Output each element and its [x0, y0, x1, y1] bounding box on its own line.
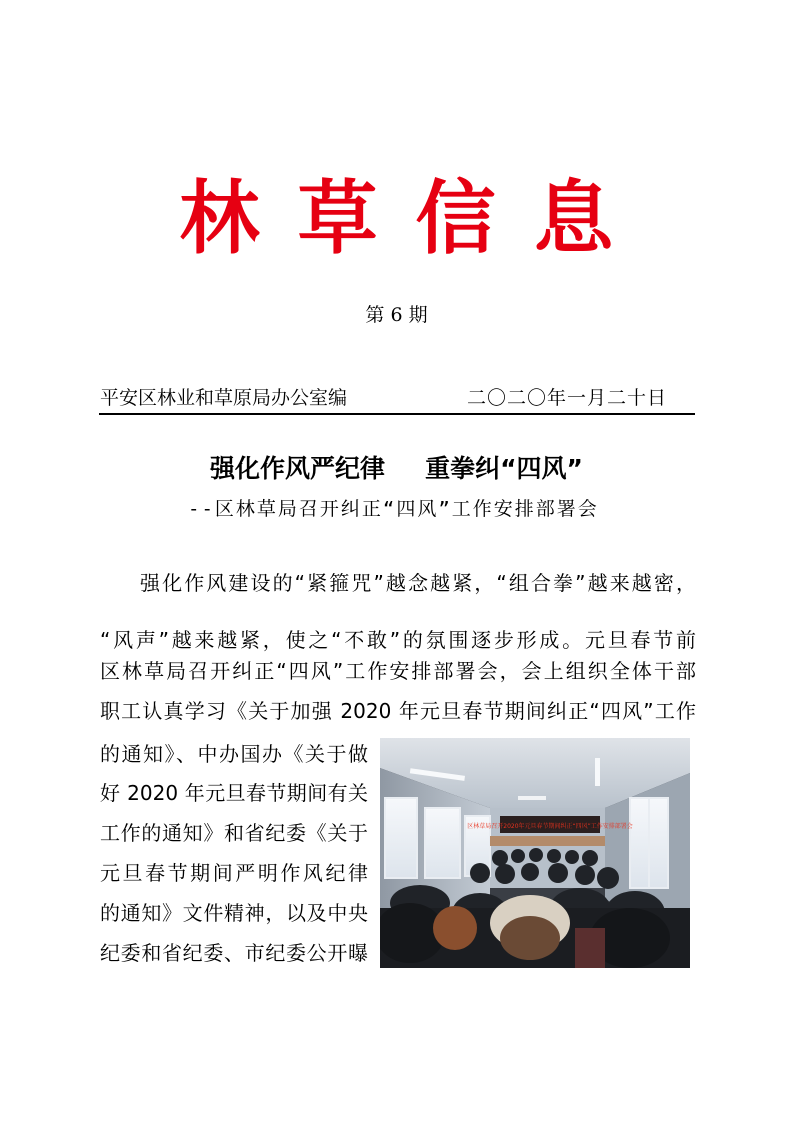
header-rule [99, 413, 695, 415]
body-line: 职工认真学习《关于加强 2020 年元旦春节期间纠正“四风”工作 [100, 699, 696, 723]
body-line: “风声”越来越紧，使之“不敢”的氛围逐步形成。元旦春节前 [100, 628, 696, 652]
body-line: 区林草局召开纠正“四风”工作安排部署会，会上组织全体干部 [100, 659, 696, 683]
body-line: 工作的通知》和省纪委《关于 [100, 821, 368, 845]
issue-date: 二〇二〇年一月二十日 [466, 387, 667, 409]
masthead-title: 林草信息 [179, 171, 652, 265]
headline-part-2: 重拳纠“四风” [425, 454, 583, 483]
editor-org: 平安区林业和草原局办公室编 [100, 387, 348, 409]
body-line: 纪委和省纪委、市纪委公开曝 [100, 941, 368, 965]
photo-banner-text: 区林草局召开2020年元旦春节期间纠正“四风”工作安排部署会 [467, 823, 633, 830]
article-headline [0, 449, 793, 485]
body-line: 的通知》文件精神，以及中央 [100, 901, 368, 925]
body-line: 强化作风建设的“紧箍咒”越念越紧，“组合拳”越来越密， [140, 571, 696, 595]
meeting-photo [380, 738, 690, 968]
article-subtitle: --区林草局召开纠正“四风”工作安排部署会 [188, 498, 599, 520]
body-line: 的通知》、中办国办《关于做 [100, 742, 368, 766]
headline-part-1: 强化作风严纪律 [210, 454, 386, 483]
body-line: 好 2020 年元旦春节期间有关 [100, 781, 368, 805]
body-line: 元旦春节期间严明作风纪律 [100, 861, 368, 885]
issue-number: 第 6 期 [365, 304, 428, 326]
editor-line [100, 383, 695, 410]
